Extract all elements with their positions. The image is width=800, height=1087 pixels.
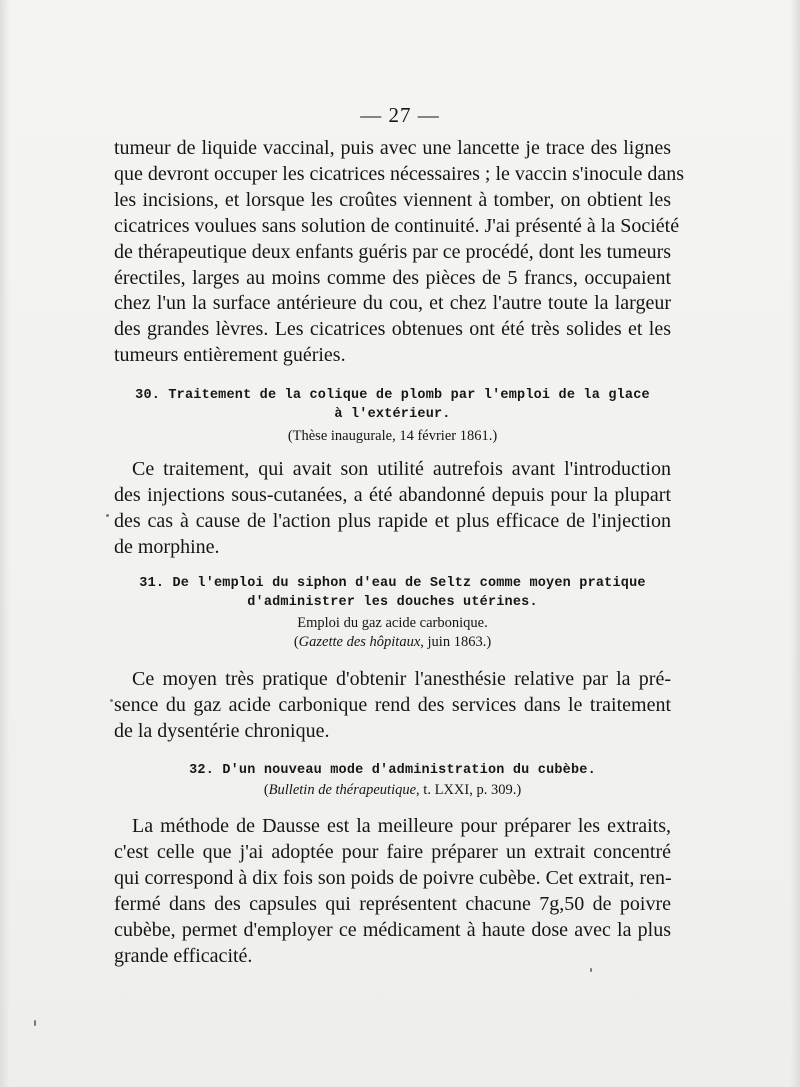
intro-line: tumeurs entièrement guéries. bbox=[114, 344, 346, 367]
section-32-heading bbox=[114, 761, 671, 800]
body-line: sence du gaz acide carbonique rend des services dans le traitement bbox=[114, 693, 671, 716]
section-30-heading bbox=[114, 386, 671, 446]
section-title: 30. Traitement de la colique de plomb par l'emploi de la glace bbox=[135, 388, 650, 403]
section-30-body bbox=[114, 457, 671, 561]
paper-speck bbox=[34, 1020, 36, 1026]
body-line: des cas à cause de l'action plus rapide et plus efficace de l'injection bbox=[114, 509, 671, 532]
body-line: La méthode de Dausse est la meilleure pour préparer les extraits, bbox=[132, 815, 671, 837]
body-line: de morphine. bbox=[114, 535, 220, 558]
body-line: qui correspond à dix fois son poids de poivre cubèbe. Cet extrait, ren- bbox=[114, 866, 672, 889]
paper-speck bbox=[106, 514, 109, 517]
intro-paragraph bbox=[114, 136, 685, 369]
section-31-body bbox=[114, 667, 671, 745]
ref-open: ( bbox=[293, 634, 299, 650]
section-32-body bbox=[114, 814, 671, 969]
section-reference bbox=[114, 633, 671, 652]
body-line: grande efficacité. bbox=[114, 944, 253, 967]
intro-line: érectiles, larges au moins comme des pièces de 5 francs, occupaient bbox=[114, 266, 671, 289]
body-line: fermé dans des capsules qui représentent chacune 7g,50 de poivre bbox=[114, 892, 671, 915]
ref-open: ( bbox=[263, 782, 269, 798]
journal-name: Bulletin de thérapeutique bbox=[268, 782, 417, 798]
body-line: cubèbe, permet d'employer ce médicament à haute dose avec la plus bbox=[114, 918, 671, 941]
intro-line: chez l'un la surface antérieure du cou, et chez l'autre toute la largeur bbox=[114, 292, 671, 315]
body-line: Ce traitement, qui avait son utilité autrefois avant l'introduction bbox=[132, 458, 671, 480]
section-title: à l'extérieur. bbox=[334, 407, 451, 422]
intro-line: tumeur de liquide vaccinal, puis avec une lancette je trace des lignes bbox=[114, 137, 671, 159]
body-line: de la dysentérie chronique. bbox=[114, 719, 330, 742]
intro-line: cicatrices voulues sans solution de continuité. J'ai présenté à la Société bbox=[114, 214, 680, 237]
section-reference bbox=[114, 781, 671, 800]
body-line: Ce moyen très pratique d'obtenir l'anesthésie relative par la pré- bbox=[132, 668, 671, 690]
section-31-heading bbox=[114, 574, 671, 652]
paper-speck bbox=[590, 968, 592, 972]
intro-line: des grandes lèvres. Les cicatrices obtenues ont été très solides et les bbox=[114, 318, 671, 341]
body-line: des injections sous-cutanées, a été abandonné depuis pour la plupart bbox=[114, 483, 671, 506]
ref-rest: , juin 1863.) bbox=[420, 634, 492, 650]
body-line: c'est celle que j'ai adoptée pour faire préparer un extrait concentré bbox=[114, 840, 671, 863]
page-number: — 27 — bbox=[360, 103, 440, 127]
journal-name: Gazette des hôpitaux bbox=[298, 634, 421, 650]
intro-line: les incisions, et lorsque les croûtes viennent à tomber, on obtient les bbox=[114, 188, 671, 211]
section-title: 32. D'un nouveau mode d'administration du cubèbe. bbox=[189, 763, 596, 778]
section-subtitle: Emploi du gaz acide carbonique. bbox=[297, 615, 488, 631]
ref-rest: , t. LXXI, p. 309.) bbox=[416, 782, 522, 798]
section-reference: (Thèse inaugurale, 14 février 1861.) bbox=[287, 428, 498, 444]
intro-line: que devront occuper les cicatrices nécessaires ; le vaccin s'inocule dans bbox=[114, 162, 685, 185]
paper-speck bbox=[110, 699, 113, 702]
intro-line: de thérapeutique deux enfants guéris par ce procédé, dont les tumeurs bbox=[114, 240, 672, 263]
section-title: 31. De l'emploi du siphon d'eau de Seltz comme moyen pratique bbox=[139, 576, 646, 591]
section-title: d'administrer les douches utérines. bbox=[247, 595, 538, 610]
